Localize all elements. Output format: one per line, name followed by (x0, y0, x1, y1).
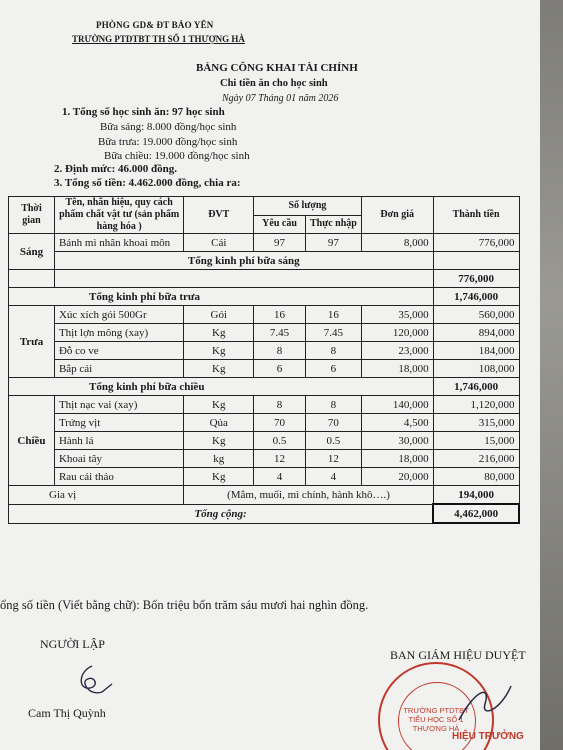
cell-required: 8 (254, 342, 306, 360)
cell-actual: 70 (305, 414, 361, 432)
cell-item: Khoai tây (54, 450, 183, 468)
summary-total: 3. Tổng số tiền: 4.462.000 đồng, chia ra: (54, 177, 241, 189)
cell-actual: 7.45 (305, 324, 361, 342)
cell-unit: Cái (184, 234, 254, 252)
cell-required: 16 (254, 306, 306, 324)
cell-total: 108,000 (433, 360, 519, 378)
cell-total: 80,000 (433, 468, 519, 486)
dept-header: PHÒNG GD& ĐT BẢO YÊN (96, 20, 214, 30)
cell-item: Hành lá (54, 432, 183, 450)
summary-students: 1. Tổng số học sinh ăn: 97 học sinh (62, 106, 225, 118)
table-row (9, 360, 520, 378)
table-row (9, 486, 520, 505)
header-required: Yêu cầu (254, 215, 306, 234)
preparer-name: Cam Thị Quỳnh (28, 706, 106, 720)
spices-label: Gia vị (9, 486, 184, 505)
background-surface (540, 0, 563, 750)
cell-unit: Gói (184, 306, 254, 324)
cell-total: 184,000 (433, 342, 519, 360)
header-qty: Số lượng (254, 197, 362, 216)
cell-price: 18,000 (361, 450, 433, 468)
school-stamp: TRƯỜNG PTDTBT TIỂU HỌC SỐ 1 THƯỢNG HÀ (378, 662, 494, 750)
cell-price: 140,000 (361, 396, 433, 414)
doc-title: BẢNG CÔNG KHAI TÀI CHÍNH (196, 62, 358, 74)
cell-item: Trứng vịt (54, 414, 183, 432)
cell-unit: Kg (184, 324, 254, 342)
table-row (9, 432, 520, 450)
cell-total: 894,000 (433, 324, 519, 342)
table-row (9, 378, 520, 396)
lunch-total: 1,746,000 (433, 288, 519, 306)
summary-dinner: Bữa chiều: 19.000 đồng/học sinh (104, 150, 250, 162)
grand-total: 4,462,000 (433, 504, 519, 523)
morning-total: 776,000 (433, 270, 519, 288)
cell-price: 30,000 (361, 432, 433, 450)
cell-actual: 6 (305, 360, 361, 378)
spices-desc: (Mắm, muối, mì chính, hành khô….) (184, 486, 433, 505)
dinner-total-label: Tổng kinh phí bữa chiều (9, 378, 434, 396)
cell-item: Thịt lợn mông (xay) (54, 324, 183, 342)
cell-actual: 97 (305, 234, 361, 252)
cell-unit: kg (184, 450, 254, 468)
cell-total: 216,000 (433, 450, 519, 468)
cell-item: Bắp cải (54, 360, 183, 378)
doc-subtitle: Chi tiền ăn cho học sinh (220, 78, 328, 89)
cell-actual: 0.5 (305, 432, 361, 450)
cell-price: 4,500 (361, 414, 433, 432)
cell-unit: Kg (184, 360, 254, 378)
header-unit: ĐVT (184, 197, 254, 234)
cell-item: Thịt nạc vai (xay) (54, 396, 183, 414)
spices-total: 194,000 (433, 486, 519, 505)
cell-unit: Qủa (184, 414, 254, 432)
morning-total-label: Tổng kinh phí bữa sáng (54, 252, 433, 270)
cell-required: 4 (254, 468, 306, 486)
table-row (9, 252, 520, 270)
cell-price: 20,000 (361, 468, 433, 486)
cell-item: Đỗ co ve (54, 342, 183, 360)
table-row (9, 270, 520, 288)
summary-breakfast: Bữa sáng: 8.000 đồng/học sinh (100, 121, 237, 133)
cell-unit: Kg (184, 432, 254, 450)
grand-total-label: Tổng cộng: (9, 504, 434, 523)
cell-actual: 8 (305, 342, 361, 360)
section-lunch: Trưa (9, 306, 55, 378)
cell-total: 560,000 (433, 306, 519, 324)
preparer-signature (72, 662, 120, 702)
lunch-total-label: Tổng kinh phí bữa trưa (9, 288, 434, 306)
cell-required: 97 (254, 234, 306, 252)
cell-unit: Kg (184, 396, 254, 414)
cell-price: 120,000 (361, 324, 433, 342)
cell-total: 1,120,000 (433, 396, 519, 414)
dinner-total: 1,746,000 (433, 378, 519, 396)
table-row (9, 288, 520, 306)
header-actual: Thực nhập (305, 215, 361, 234)
cell-actual: 4 (305, 468, 361, 486)
table-row (9, 450, 520, 468)
cell-unit: Kg (184, 342, 254, 360)
amount-in-words: ổng số tiền (Viết bằng chữ): Bốn triệu bốn trăm sáu mươi hai nghìn đồng. (0, 598, 369, 612)
cell-item: Bánh mì nhân khoai môn (54, 234, 183, 252)
cell-actual: 12 (305, 450, 361, 468)
table-row (9, 306, 520, 324)
summary-lunch: Bữa trưa: 19.000 đồng/học sinh (98, 136, 238, 148)
finance-table (8, 196, 520, 524)
table-row (9, 504, 520, 523)
cell-unit: Kg (184, 468, 254, 486)
cell-item: Rau cải thảo (54, 468, 183, 486)
principal-title: HIỆU TRƯỞNG (452, 731, 524, 742)
header-item: Tên, nhãn hiệu, quy cách phẩm chất vật tư (sản phẩm hàng hóa ) (54, 197, 183, 234)
principal-signature (455, 680, 515, 730)
table-row (9, 234, 520, 252)
approver-title: BAN GIÁM HIỆU DUYỆT (390, 648, 526, 662)
doc-date: Ngày 07 Tháng 01 năm 2026 (222, 93, 339, 104)
cell-required: 70 (254, 414, 306, 432)
cell-price: 35,000 (361, 306, 433, 324)
cell-price: 23,000 (361, 342, 433, 360)
table-row (9, 324, 520, 342)
header-time: Thời gian (9, 197, 55, 234)
cell-actual: 8 (305, 396, 361, 414)
cell-required: 8 (254, 396, 306, 414)
cell-price: 8,000 (361, 234, 433, 252)
table-row (9, 468, 520, 486)
header-total: Thành tiền (433, 197, 519, 234)
table-row (9, 414, 520, 432)
cell-required: 6 (254, 360, 306, 378)
school-header: TRƯỜNG PTDTBT TH SỐ 1 THƯỢNG HÀ (72, 34, 245, 44)
cell-total: 15,000 (433, 432, 519, 450)
summary-norm: 2. Định mức: 46.000 đồng. (54, 163, 178, 175)
cell-item: Xúc xích gói 500Gr (54, 306, 183, 324)
table-row (9, 396, 520, 414)
cell-required: 0.5 (254, 432, 306, 450)
cell-total: 776,000 (433, 234, 519, 252)
cell-price: 18,000 (361, 360, 433, 378)
cell-required: 12 (254, 450, 306, 468)
section-dinner: Chiều (9, 396, 55, 486)
table-row (9, 342, 520, 360)
section-morning: Sáng (9, 234, 55, 270)
preparer-title: NGƯỜI LẬP (40, 637, 105, 651)
cell-required: 7.45 (254, 324, 306, 342)
cell-total: 315,000 (433, 414, 519, 432)
cell-actual: 16 (305, 306, 361, 324)
header-price: Đơn giá (361, 197, 433, 234)
